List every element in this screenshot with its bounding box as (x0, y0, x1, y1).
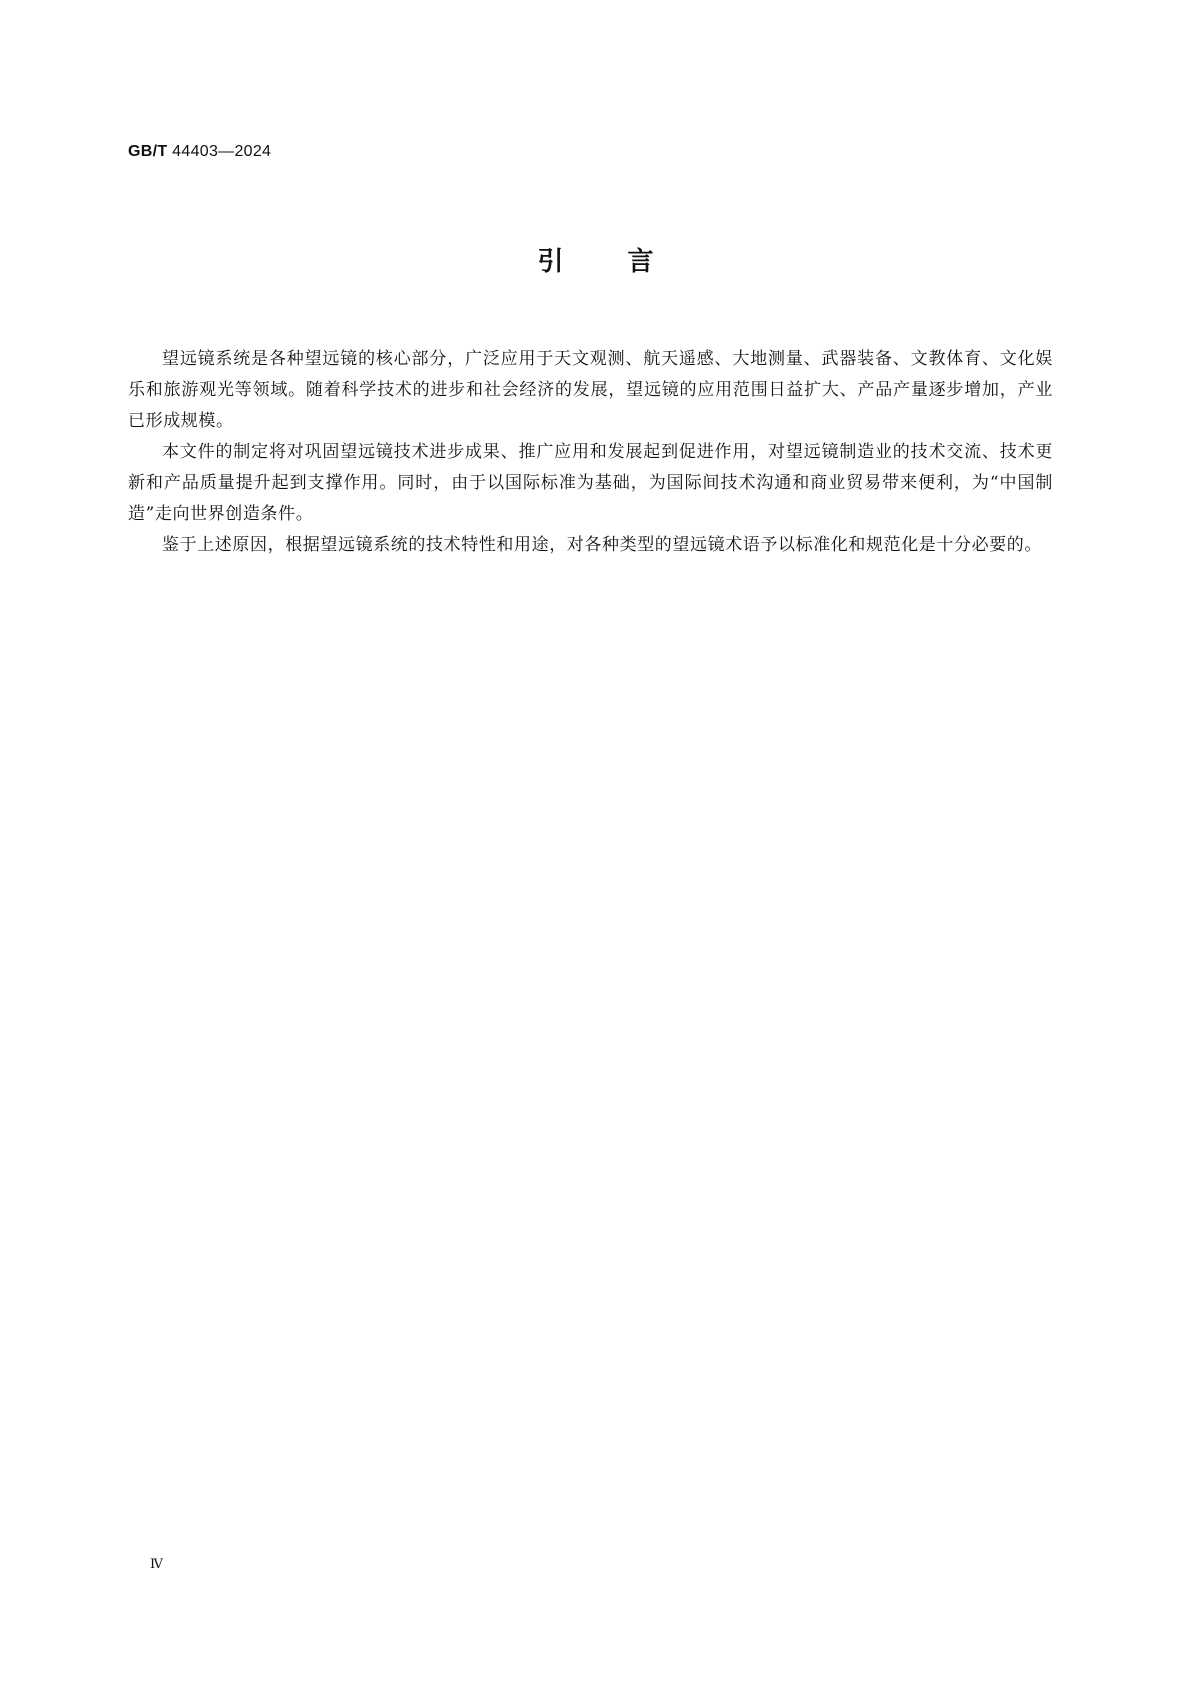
section-heading-char-2: 言 (627, 247, 654, 277)
paragraph-3: 鉴于上述原因，根据望远镜系统的技术特性和用途，对各种类型的望远镜术语予以标准化和规范化是十分必要的。 (162, 535, 1042, 555)
document-code-number: 44403—2024 (172, 143, 272, 160)
page-number: Ⅳ (150, 1557, 163, 1572)
section-heading-char-1: 引 (537, 247, 564, 277)
document-code (128, 143, 271, 161)
paragraph-1: 望远镜系统是各种望远镜的核心部分，广泛应用于天文观测、航天遥感、大地测量、武器装备、文教体育、文化娱乐和旅游观光等领域。随着科学技术的进步和社会经济的发展，望远镜的应用范围日益扩大、产品产量逐步增加，产业已形成规模。 (128, 349, 1053, 431)
document-code-prefix: GB/T (128, 143, 168, 160)
introduction-body (128, 344, 1053, 561)
section-heading (0, 244, 1191, 280)
paragraph-2: 本文件的制定将对巩固望远镜技术进步成果、推广应用和发展起到促进作用，对望远镜制造业的技术交流、技术更新和产品质量提升起到支撑作用。同时，由于以国际标准为基础，为国际间技术沟通和商业贸易带来便利，为“中国制造”走向世界创造条件。 (128, 442, 1053, 524)
